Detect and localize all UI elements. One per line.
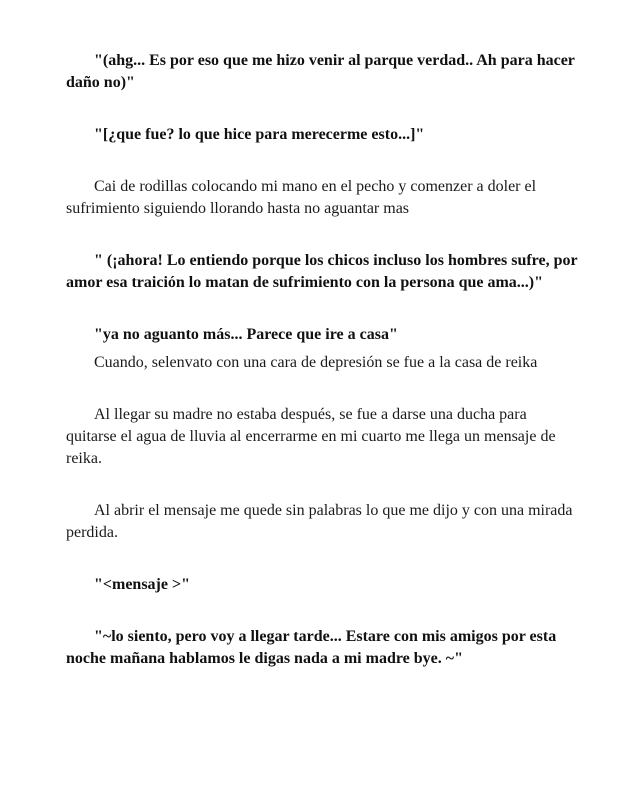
narrative-paragraph: Al abrir el mensaje me quede sin palabras lo que me dijo y con una mirada perdida.: [66, 502, 573, 541]
dialogue-paragraph: " (¡ahora! Lo entiendo porque los chicos incluso los hombres sufre, por amor esa traición lo matan de sufrimiento con la persona que ama...)": [66, 252, 578, 291]
narrative-paragraph: Al llegar su madre no estaba después, se fue a darse una ducha para quitarse el agua de lluvia al encerrarme en mi cuarto me llega un mensaje de reika.: [66, 406, 556, 467]
narrative-paragraph: Cuando, selenvato con una cara de depresión se fue a la casa de reika: [94, 354, 538, 371]
narrative-paragraph: Cai de rodillas colocando mi mano en el pecho y comenzer a doler el sufrimiento siguiendo llorando hasta no aguantar mas: [66, 178, 537, 217]
dialogue-paragraph: "ya no aguanto más... Parece que ire a casa": [94, 326, 398, 343]
dialogue-paragraph: "[¿que fue? lo que hice para merecerme esto...]": [94, 126, 425, 143]
message-text: "~lo siento, pero voy a llegar tarde... Estare con mis amigos por esta noche mañana hablamos le digas nada a mi madre bye. ~": [66, 628, 557, 667]
dialogue-paragraph: "(ahg... Es por eso que me hizo venir al parque verdad.. Ah para hacer daño no)": [66, 52, 575, 91]
message-header: "<mensaje >": [94, 576, 190, 593]
